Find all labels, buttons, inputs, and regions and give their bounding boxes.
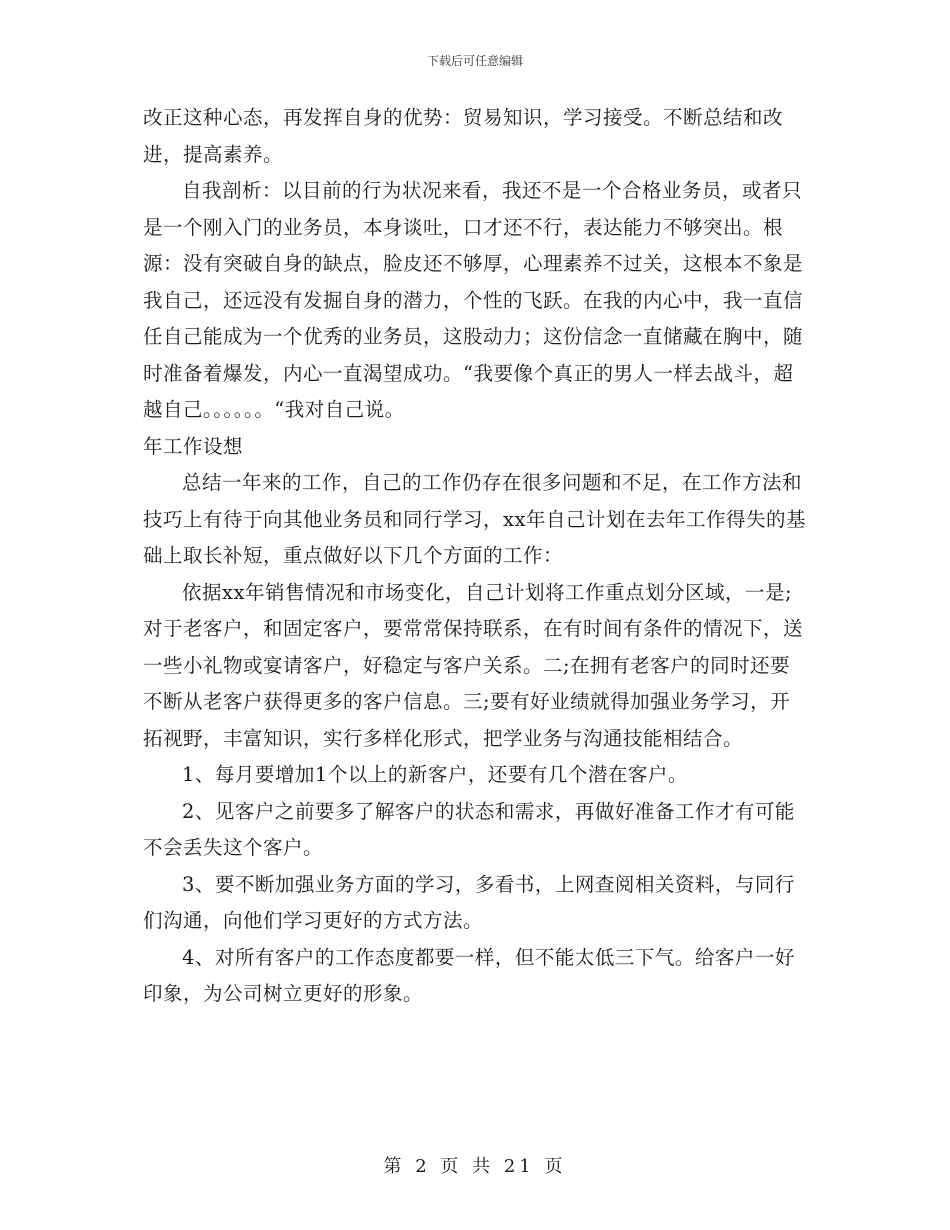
paragraph-summary: 总结一年来的工作，自己的工作仍存在很多问题和不足，在工作方法和技巧上有待于向其他业务员和同行学习，xx年自己计划在去年工作得失的基础上取长补短，重点做好以下几个方面的工作： — [143, 471, 806, 567]
list-item-1: 1、每月要增加1个以上的新客户，还要有几个潜在客户。 — [182, 763, 688, 786]
paragraph-self-analysis: 自我剖析：以目前的行为状况来看，我还不是一个合格业务员，或者只是一个刚入门的业务员，本身谈吐，口才还不行，表达能力不够突出。根源：没有突破自身的缺点，脸皮还不够厚，心理素养不过关，这根本不象是我自己，还远没有发掘自身的潜力，个性的飞跃。在我的内心中，我一直信任自己能成为一个优秀的业务员，这股动力；这份信念一直储藏在胸中，随时准备着爆发，内心一直渴望成功。“我要像个真正的男人一样去战斗，超越自己。。。。。。“我对自己说。 — [143, 179, 804, 421]
document-body — [143, 100, 807, 1013]
list-item-3: 3、要不断加强业务方面的学习，多看书，上网查阅相关资料，与同行们沟通，向他们学习更好的方式方法。 — [143, 872, 795, 932]
section-heading: 年工作设想 — [143, 434, 244, 458]
page-header: 下载后可任意编辑 — [426, 54, 523, 68]
list-item-2: 2、见客户之前要多了解客户的状态和需求，再做好准备工作才有可能不会丢失这个客户。 — [143, 799, 795, 859]
paragraph-plan: 依据xx年销售情况和市场变化，自己计划将工作重点划分区域，一是;对于老客户，和固定客户，要常常保持联系，在有时间有条件的情况下，送一些小礼物或宴请客户，好稳定与客户关系。二;在拥有老客户的同时还要不断从老客户获得更多的客户信息。三;要有好业绩就得加强业务学习，开拓视野，丰富知识，实行多样化形式，把学业务与沟通技能相结合。 — [143, 580, 804, 750]
page-number-footer: 第 2 页 共 21 页 — [383, 1156, 567, 1177]
list-item-4: 4、对所有客户的工作态度都要一样，但不能太低三下气。给客户一好印象，为公司树立更好的形象。 — [143, 945, 795, 1005]
paragraph-continuation: 改正这种心态，再发挥自身的优势：贸易知识，学习接受。不断总结和改进，提高素养。 — [143, 106, 784, 166]
